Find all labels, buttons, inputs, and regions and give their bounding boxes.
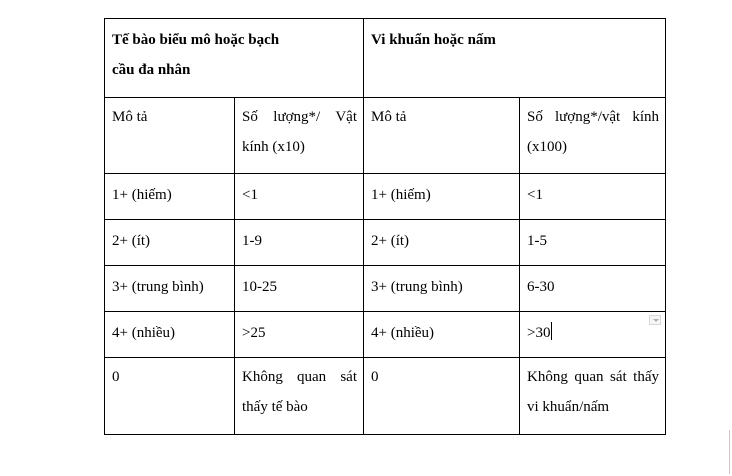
table-row bbox=[105, 312, 666, 358]
cell[interactable] bbox=[520, 220, 666, 266]
cell[interactable] bbox=[520, 98, 666, 174]
cell[interactable] bbox=[364, 266, 520, 312]
cell[interactable] bbox=[105, 358, 235, 435]
cells-desc: 4+ (nhiều) bbox=[112, 325, 176, 341]
microbe-count: <1 bbox=[527, 187, 543, 203]
cells-desc: 3+ (trung bình) bbox=[112, 279, 204, 295]
microbe-desc: 2+ (ít) bbox=[371, 233, 410, 249]
cell[interactable] bbox=[105, 174, 235, 220]
cell[interactable] bbox=[105, 312, 235, 358]
header-cells-label: Tế bào biểu mô hoặc bạch cầu đa nhân bbox=[112, 32, 280, 78]
cell[interactable] bbox=[235, 220, 364, 266]
microbe-count: 1-5 bbox=[527, 233, 547, 249]
cells-count: 1-9 bbox=[242, 233, 262, 249]
text-cursor bbox=[551, 322, 552, 340]
microbe-count: Không quan sát thấy vi khuẩn/nấm bbox=[527, 369, 659, 415]
subheader-cells-count: Số lượng*/ Vật kính (x10) bbox=[242, 109, 357, 155]
cell[interactable] bbox=[520, 266, 666, 312]
table-subheader-row bbox=[105, 98, 666, 174]
cell[interactable] bbox=[364, 174, 520, 220]
cells-count: <1 bbox=[242, 187, 258, 203]
header-microbe-label: Vi khuẩn hoặc nấm bbox=[371, 32, 496, 48]
table-row bbox=[105, 358, 666, 435]
cell[interactable] bbox=[105, 98, 235, 174]
table-row bbox=[105, 174, 666, 220]
header-cells-column[interactable] bbox=[105, 19, 364, 98]
cell[interactable] bbox=[364, 312, 520, 358]
cell[interactable] bbox=[235, 174, 364, 220]
cell[interactable] bbox=[520, 174, 666, 220]
cells-count: 10-25 bbox=[242, 279, 277, 295]
grading-table bbox=[104, 18, 666, 435]
cell[interactable] bbox=[364, 220, 520, 266]
cells-count: >25 bbox=[242, 325, 266, 341]
microbe-desc: 3+ (trung bình) bbox=[371, 279, 463, 295]
page-edge-divider bbox=[729, 430, 730, 474]
microbe-count: >30 bbox=[527, 325, 551, 341]
cell[interactable] bbox=[235, 312, 364, 358]
cell[interactable] bbox=[235, 358, 364, 435]
cell[interactable] bbox=[520, 358, 666, 435]
microbe-count: 6-30 bbox=[527, 279, 555, 295]
cell[interactable] bbox=[105, 266, 235, 312]
cell[interactable] bbox=[235, 98, 364, 174]
subheader-microbe-count: Số lượng*/vật kính (x100) bbox=[527, 109, 659, 155]
cell[interactable] bbox=[364, 358, 520, 435]
table-row bbox=[105, 266, 666, 312]
header-microbe-column[interactable] bbox=[364, 19, 666, 98]
table-row bbox=[105, 220, 666, 266]
cells-desc: 1+ (hiếm) bbox=[112, 187, 172, 203]
microbe-desc: 0 bbox=[371, 369, 379, 385]
cell[interactable] bbox=[235, 266, 364, 312]
microbe-desc: 1+ (hiếm) bbox=[371, 187, 431, 203]
cells-desc: 0 bbox=[112, 369, 120, 385]
cells-count: Không quan sát thấy tế bào bbox=[242, 369, 357, 415]
table-header-row bbox=[105, 19, 666, 98]
subheader-microbe-desc: Mô tả bbox=[371, 109, 407, 125]
cells-desc: 2+ (ít) bbox=[112, 233, 151, 249]
subheader-cells-desc: Mô tả bbox=[112, 109, 148, 125]
cell[interactable] bbox=[105, 220, 235, 266]
autocorrect-options-icon[interactable] bbox=[649, 315, 661, 325]
microbe-desc: 4+ (nhiều) bbox=[371, 325, 435, 341]
cell-active[interactable] bbox=[520, 312, 666, 358]
cell[interactable] bbox=[364, 98, 520, 174]
